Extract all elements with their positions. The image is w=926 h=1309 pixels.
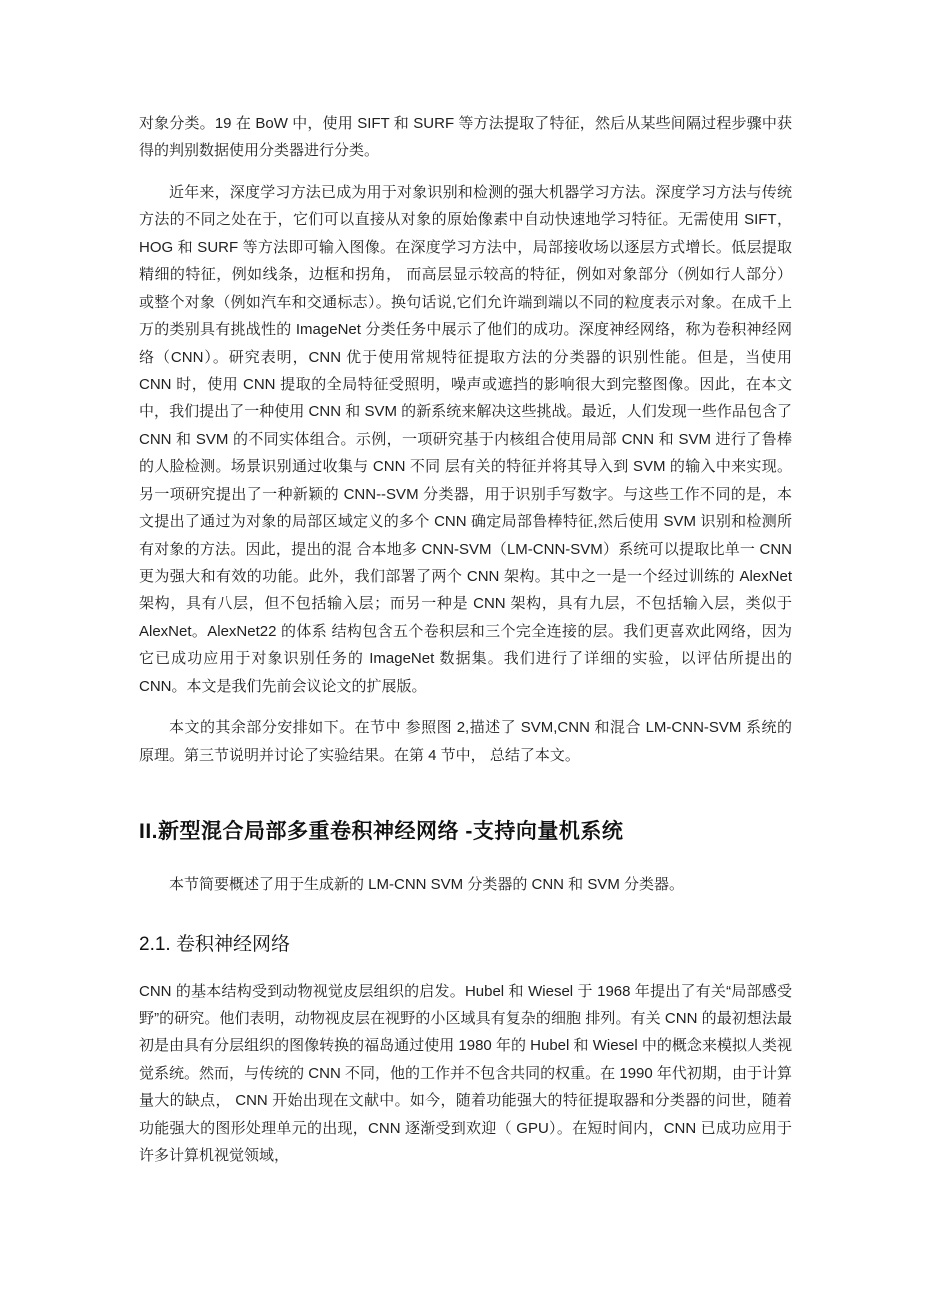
paragraph-paper-outline: 本文的其余部分安排如下。在节中 参照图 2,描述了 SVM,CNN 和混合 LM-CNN-SVM 系统的 原理。第三节说明并讨论了实验结果。在第 4 节中， 总结了本文。	[139, 719, 792, 764]
section-heading-lm-cnn-svm: II.新型混合局部多重卷积神经网络 -支持向量机系统	[139, 820, 624, 844]
paragraph-cnn-history: CNN 的基本结构受到动物视觉皮层组织的启发。Hubel 和 Wiesel 于 1968 年提出了有关“局部感受野”的研究。他们表明，动物视皮层在视野的小区域具有复杂的细胞 排列。有关 CNN 的最初想法最初是由具有分层组织的图像转换的福岛通过使用 1980 年的 Hubel 和 Wiesel 中的概念来模拟人类视觉系统。然而，与传统的 CNN 不同，他的工作并不包含共同的权重。在 1990 年代初期，由于计算量大的缺点， CNN 开始出现在文献中。如今，随着功能强大的特征提取器和分类器的问世，随着功能强大的图形处理单元的出现，CNN 逐渐受到欢迎（ GPU）。在短时间内，CNN 已成功应用于许多计算机视觉领域，	[139, 982, 792, 1165]
paragraph-section-intro: 本节简要概述了用于生成新的 LM-CNN SVM 分类器的 CNN 和 SVM 分类器。	[169, 876, 685, 894]
paragraph-object-classification: 对象分类。19 在 BoW 中，使用 SIFT 和 SURF 等方法提取了特征，然后从某些间隔过程步骤中获得的判别数据使用分类器进行分类。	[139, 115, 792, 160]
subsection-heading-cnn: 2.1. 卷积神经网络	[139, 933, 290, 955]
paragraph-deep-learning-overview: 近年来，深度学习方法已成为用于对象识别和检测的强大机器学习方法。深度学习方法与传统方法的不同之处在于，它们可以直接从对象的原始像素中自动快速地学习特征。无需使用 SIFT，HOG 和 SURF 等方法即可输入图像。在深度学习方法中，局部接收场以逐层方式增长。低层提取精细的特征，例如线条，边框和拐角， 而高层显示较高的特征，例如对象部分（例如行人部分） 或整个对象（例如汽车和交通标志）。换句话说,它们允许端到端以不同的粒度表示对象。在成千上万的类别具有挑战性的 ImageNet 分类任务中展示了他们的成功。深度神经网络，称为卷积神经网络（CNN）。研究表明，CNN 优于使用常规特征提取方法的分类器的识别性能。但是，当使用 CNN 时，使用 CNN 提取的全局特征受照明，噪声或遮挡的影响很大到完整图像。因此，在本文中，我们提出了一种使用 CNN 和 SVM 的新系统来解决这些挑战。最近，人们发现一些作品包含了 CNN 和 SVM 的不同实体组合。示例，一项研究基于内核组合使用局部 CNN 和 SVM 进行了鲁棒的人脸检测。场景识别通过收集与 CNN 不同 层有关的特征并将其导入到 SVM 的输入中来实现。另一项研究提出了一种新颖的 CNN--SVM 分类器，用于识别手写数字。与这些工作不同的是，本文提出了通过为对象的局部区域定义的多个 CNN 确定局部鲁棒特征,然后使用 SVM 识别和检测所有对象的方法。因此，提出的混 合本地多 CNN-SVM（LM-CNN-SVM）系统可以提取比单一 CNN 更为强大和有效的功能。此外，我们部署了两个 CNN 架构。其中之一是一个经过训练的 AlexNet 架构，具有八层，但不包括输入层；而另一种是 CNN 架构，具有九层，不包括输入层，类似于 AlexNet。AlexNet22 的体系 结构包含五个卷积层和三个完全连接的层。我们更喜欢此网络，因为它已成功应用于对象识别任务的 ImageNet 数据集。我们进行了详细的实验，以评估所提出的 CNN。本文是我们先前会议论文的扩展版。	[139, 183, 793, 695]
